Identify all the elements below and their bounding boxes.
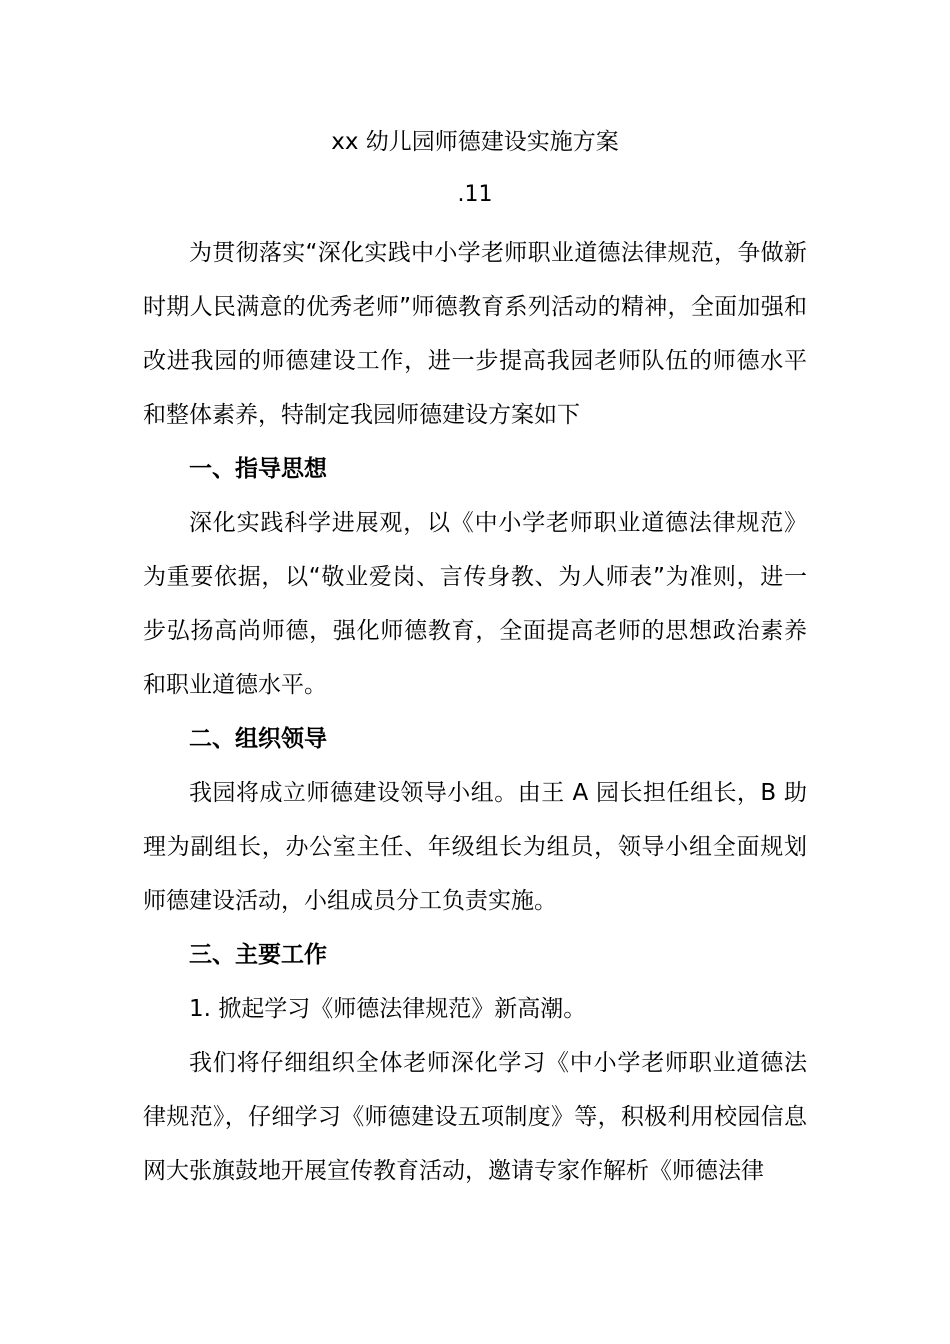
- section-paragraph-guiding-ideology: 深化实践科学进展观，以《中小学老师职业道德法律规范》为重要依据，以“敬业爱岗、言传身教、为人师表”为准则，进一步弘扬高尚师德，强化师德教育，全面提高老师的思想政治素养和职业道德水平。: [143, 510, 807, 698]
- document-date: .11: [457, 182, 493, 207]
- intro-paragraph: 为贯彻落实“深化实践中小学老师职业道德法律规范，争做新时期人民满意的优秀老师”师德教育系列活动的精神，全面加强和改进我园的师德建设工作，进一步提高我园老师队伍的师德水平和整体素养，特制定我园师德建设方案如下: [143, 240, 807, 428]
- document-body: [143, 226, 807, 1198]
- section-heading-main-work: 三、主要工作: [189, 942, 327, 968]
- section-heading-organization: 二、组织领导: [189, 726, 327, 752]
- document-title: xx 幼儿园师德建设实施方案: [331, 129, 619, 155]
- list-item-heading: 1. 掀起学习《师德法律规范》新高潮。: [189, 996, 587, 1022]
- section-heading-guiding-ideology: 一、指导思想: [189, 456, 327, 482]
- section-paragraph-organization: 我园将成立师德建设领导小组。由王 A 园长担任组长，B 助理为副组长，办公室主任、年级组长为组员，领导小组全面规划师德建设活动，小组成员分工负责实施。: [143, 780, 807, 914]
- list-item-paragraph: 我们将仔细组织全体老师深化学习《中小学老师职业道德法律规范》，仔细学习《师德建设五项制度》等，积极利用校园信息网大张旗鼓地开展宣传教育活动，邀请专家作解析《师德法律: [143, 1050, 807, 1184]
